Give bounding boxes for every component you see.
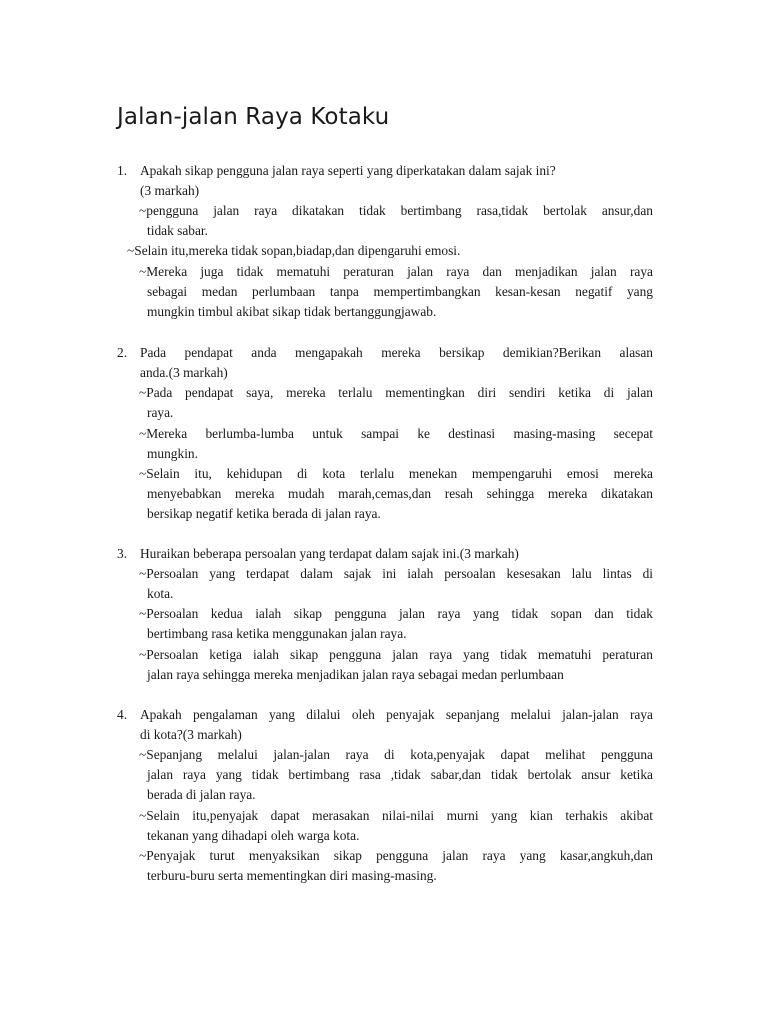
answer-line: jalan raya yang tidak bertimbang rasa ,tidak sabar,dan tidak bertolak ansur ketika: [147, 767, 653, 782]
answer-line: kota.: [147, 586, 174, 601]
answer-line: ~Selain itu,penyajak dapat merasakan nilai-nilai murni yang kian terhakis akibat: [139, 808, 653, 823]
answer-line: ~Mereka juga tidak mematuhi peraturan jalan raya dan menjadikan jalan raya: [139, 264, 653, 279]
answer-line: bersikap negatif ketika berada di jalan raya.: [147, 506, 381, 521]
answer-line: mungkin.: [147, 446, 198, 461]
question-text: anda.(3 markah): [140, 365, 228, 380]
question-text: Huraikan beberapa persoalan yang terdapat dalam sajak ini.(3 markah): [140, 546, 519, 561]
question-text: Pada pendapat anda mengapakah mereka bersikap demikian?Berikan alasan: [140, 345, 653, 360]
answer-line: bertimbang rasa ketika menggunakan jalan raya.: [147, 626, 407, 641]
question-number: 3.: [117, 546, 128, 561]
answer-line: raya.: [147, 405, 174, 420]
answer-line: ~Penyajak turut menyaksikan sikap pengguna jalan raya yang kasar,angkuh,dan: [139, 848, 653, 863]
answer-line: ~Selain itu, kehidupan di kota terlalu menekan mempengaruhi emosi mereka: [139, 466, 653, 481]
answer-line: menyebabkan mereka mudah marah,cemas,dan resah sehingga mereka dikatakan: [147, 486, 653, 501]
answer-line: tidak sabar.: [147, 223, 208, 238]
question-number: 2.: [117, 345, 128, 360]
answer-line: ~Selain itu,mereka tidak sopan,biadap,dan dipengaruhi emosi.: [127, 243, 461, 258]
answer-line: ~Persoalan ketiga ialah sikap pengguna jalan raya yang tidak mematuhi peraturan: [139, 647, 653, 662]
question-text: (3 markah): [140, 183, 200, 198]
question-text: Apakah sikap pengguna jalan raya seperti yang diperkatakan dalam sajak ini?: [140, 163, 556, 178]
answer-line: ~Persoalan yang terdapat dalam sajak ini ialah persoalan kesesakan lalu lintas di: [139, 566, 653, 581]
answer-line: tekanan yang dihadapi oleh warga kota.: [147, 828, 360, 843]
question-text: di kota?(3 markah): [140, 727, 242, 742]
answer-line: ~Mereka berlumba-lumba untuk sampai ke destinasi masing-masing secepat: [139, 426, 653, 441]
answer-line: ~Sepanjang melalui jalan-jalan raya di kota,penyajak dapat melihat pengguna: [139, 747, 653, 762]
answer-line: mungkin timbul akibat sikap tidak bertanggungjawab.: [147, 304, 437, 319]
answer-line: ~Pada pendapat saya, mereka terlalu mementingkan diri sendiri ketika di jalan: [139, 385, 653, 400]
document-title: Jalan-jalan Raya Kotaku: [117, 104, 390, 130]
answer-line: sebagai medan perlumbaan tanpa mempertimbangkan kesan-kesan negatif yang: [147, 284, 653, 299]
answer-line: terburu-buru serta mementingkan diri masing-masing.: [147, 868, 437, 883]
question-number: 1.: [117, 163, 128, 178]
question-text: Apakah pengalaman yang dilalui oleh penyajak sepanjang melalui jalan-jalan raya: [140, 707, 653, 722]
answer-line: berada di jalan raya.: [147, 787, 256, 802]
question-number: 4.: [117, 707, 128, 722]
answer-line: ~Persoalan kedua ialah sikap pengguna jalan raya yang tidak sopan dan tidak: [139, 606, 653, 621]
answer-line: ~pengguna jalan raya dikatakan tidak bertimbang rasa,tidak bertolak ansur,dan: [139, 203, 653, 218]
answer-line: jalan raya sehingga mereka menjadikan jalan raya sebagai medan perlumbaan: [147, 667, 564, 682]
